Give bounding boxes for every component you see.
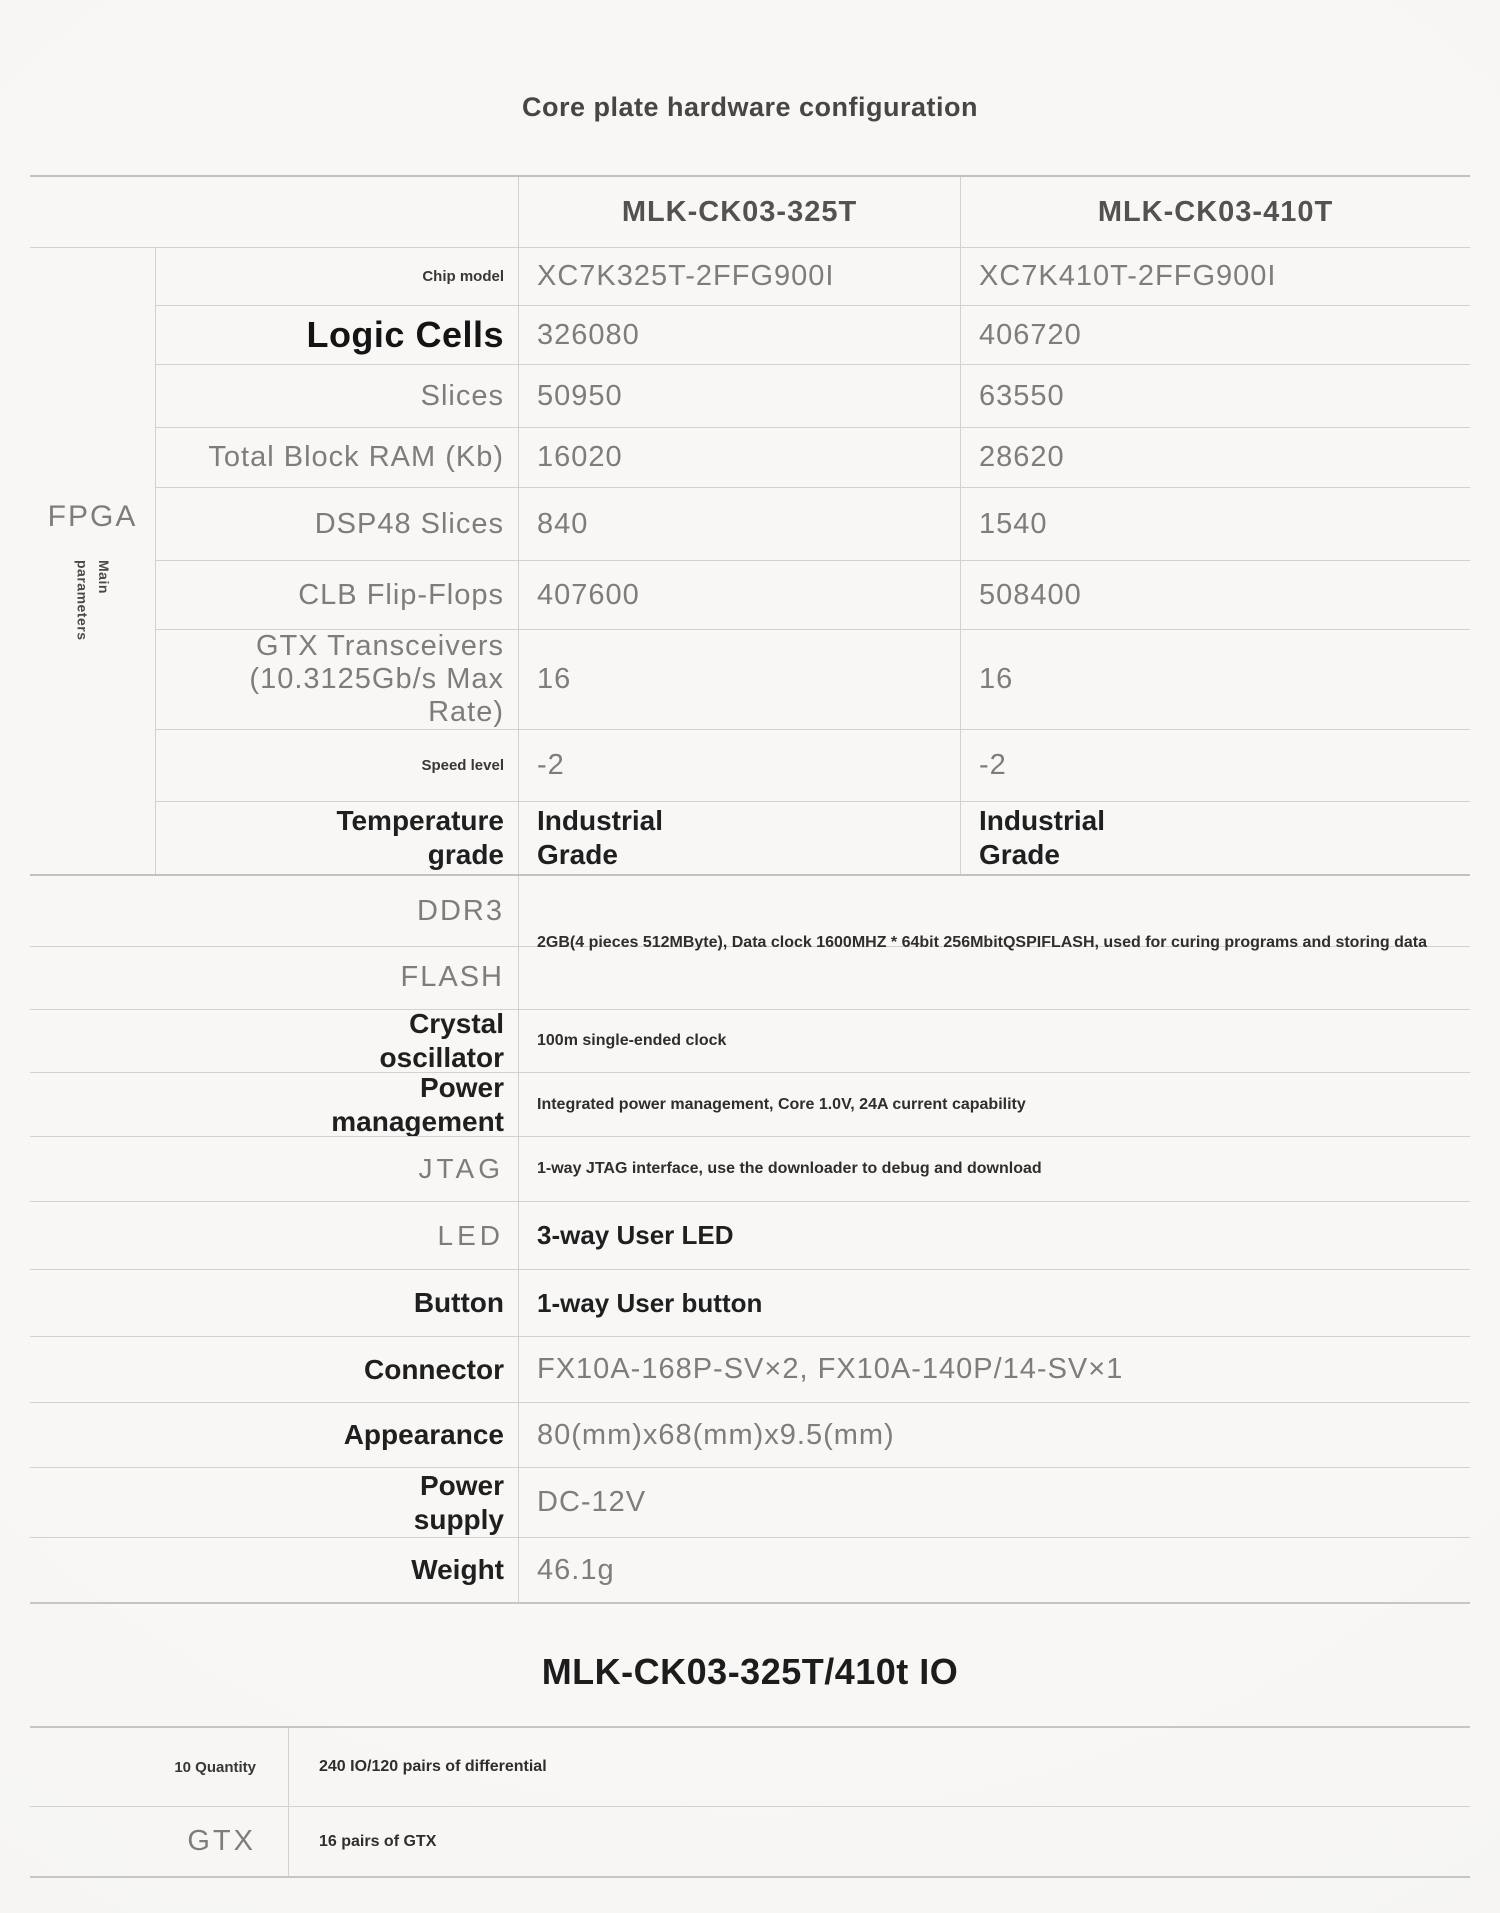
industrial-grade-value: Industrial Grade [537,805,664,870]
row-label-io-quantity: 10 Quantity [174,1758,256,1776]
total-block-ram-label: Total Block RAM (Kb) [208,441,504,473]
logic-cells-label: Logic Cells [306,314,504,355]
column-header-325t: MLK-CK03-325T [518,177,960,247]
value-power-supply: DC-12V [518,1467,1470,1537]
io-section-title: MLK-CK03-325T/410t IO [541,1651,959,1692]
row-label-power-supply [30,1467,518,1537]
value-slices-325t: 50950 [518,364,960,427]
value-logic-cells-325t: 326080 [518,305,960,364]
row-label-total-block-ram [155,427,518,487]
value-speed-level-325t: -2 [518,729,960,801]
value-total-block-ram-325t: 16020 [518,427,960,487]
spec-table [30,175,1470,874]
button-label: Button [413,1287,504,1319]
value-temperature-grade-325t [518,801,960,874]
power-supply-label: Power supply [413,1469,504,1535]
gtx-transceivers-label: GTX Transceivers (10.3125Gb/s Max Rate) [249,630,504,728]
value-weight: 46.1g [518,1537,1470,1602]
value-ddr3-flash: 2GB(4 pieces 512MByte), Data clock 1600MHZ * 64bit 256MbitQSPIFLASH, used for curing programs and storing data [518,876,1470,1009]
appearance-label: Appearance [343,1419,504,1451]
row-label-dsp48-slices [155,487,518,560]
row-label-crystal-oscillator [30,1009,518,1072]
power-management-label: Power management [331,1071,504,1137]
value-gtx: 16 pairs of GTX [288,1806,1470,1876]
value-connector: FX10A-168P-SV×2, FX10A-140P/14-SV×1 [518,1336,1470,1402]
row-label-gtx-transceivers [155,629,518,729]
value-slices-410t: 63550 [960,364,1470,427]
row-label-gtx: GTX [30,1806,288,1876]
io-table [30,1726,1470,1878]
value-gtx-transceivers-410t: 16 [960,629,1470,729]
row-label-led: LED [30,1201,518,1269]
detail-table [30,874,1470,1604]
content-area [30,175,1470,1878]
page-title: Core plate hardware configuration [521,92,979,122]
row-label-ddr3: DDR3 [417,894,504,927]
value-jtag: 1-way JTAG interface, use the downloader to debug and download [518,1136,1470,1201]
row-label-connector [30,1336,518,1402]
value-clb-flip-flops-325t: 407600 [518,560,960,629]
value-total-block-ram-410t: 28620 [960,427,1470,487]
fpga-group-cell [30,247,155,874]
value-io-quantity: 240 IO/120 pairs of differential [288,1728,1470,1806]
clb-flip-flops-label: CLB Flip-Flops [298,578,504,611]
row-label-button [30,1269,518,1336]
crystal-oscillator-label: Crystal oscillator [379,1008,504,1073]
column-header-410t: MLK-CK03-410T [960,177,1470,247]
value-dsp48-slices-410t: 1540 [960,487,1470,560]
value-temperature-grade-410t [960,801,1470,874]
temperature-grade-label: Temperature grade [336,805,504,870]
value-button: 1-way User button [518,1269,1470,1336]
chip-model-label: Chip model [422,268,504,285]
weight-label: Weight [411,1554,504,1586]
fpga-label: FPGA [47,500,138,533]
value-crystal-oscillator: 100m single-ended clock [518,1009,1470,1072]
main-parameters-vertical-label: Main parameters [74,560,113,641]
value-led: 3-way User LED [518,1201,1470,1269]
value-dsp48-slices-325t: 840 [518,487,960,560]
value-chip-model-325t: XC7K325T-2FFG900I [518,247,960,305]
value-logic-cells-410t: 406720 [960,305,1470,364]
connector-label: Connector [364,1353,504,1385]
row-label-jtag: JTAG [30,1136,518,1201]
row-label-power-management [30,1072,518,1136]
row-label-speed-level [155,729,518,801]
value-speed-level-410t: -2 [960,729,1470,801]
industrial-grade-value: Industrial Grade [979,805,1106,870]
value-power-management: Integrated power management, Core 1.0V, 24A current capability [518,1072,1470,1136]
row-label-slices [155,364,518,427]
value-appearance: 80(mm)x68(mm)x9.5(mm) [518,1402,1470,1467]
dsp48-slices-label: DSP48 Slices [314,507,504,540]
header-empty-cell [30,177,518,247]
row-label-weight [30,1537,518,1602]
row-label-flash: FLASH [400,961,504,993]
value-chip-model-410t: XC7K410T-2FFG900I [960,247,1470,305]
value-clb-flip-flops-410t: 508400 [960,560,1470,629]
value-gtx-transceivers-325t: 16 [518,629,960,729]
row-label-temperature-grade [155,801,518,874]
row-label-appearance [30,1402,518,1467]
speed-level-label: Speed level [421,757,504,774]
row-label-chip-model [155,247,518,305]
row-label-logic-cells [155,305,518,364]
slices-label: Slices [420,379,504,412]
row-label-clb-flip-flops [155,560,518,629]
